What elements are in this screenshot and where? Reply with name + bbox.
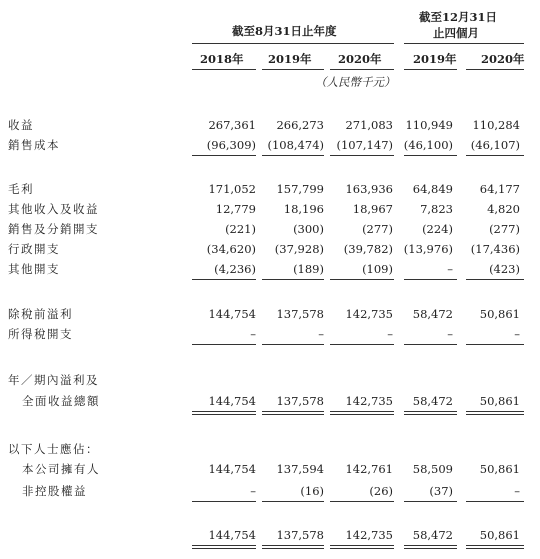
cell: 64,849 (412, 182, 453, 196)
cell: (26) (369, 484, 393, 498)
cell: (37) (429, 484, 453, 498)
year-rule-4 (404, 69, 457, 70)
cell: 50,861 (479, 394, 520, 408)
cell: 142,735 (345, 394, 393, 408)
rule (192, 155, 256, 156)
cell: (277) (489, 222, 520, 236)
rule (404, 501, 457, 502)
rule (192, 279, 256, 280)
cell: 64,177 (479, 182, 520, 196)
cell: (17,436) (470, 242, 520, 256)
row-label-gross-profit: 毛利 (8, 182, 34, 196)
rule (262, 548, 324, 549)
row-label-total-comprehensive-income: 全面收益總額 (22, 394, 100, 408)
total-cell: 58,472 (412, 528, 453, 542)
row-label-cost-of-sales: 銷售成本 (8, 138, 60, 152)
year-rule-1 (192, 69, 256, 70)
cell: (300) (293, 222, 324, 236)
cell: (39,782) (343, 242, 393, 256)
rule (192, 414, 256, 415)
cell: – (318, 327, 324, 341)
rule (466, 344, 524, 345)
cell: (37,928) (274, 242, 324, 256)
cell: 157,799 (276, 182, 324, 196)
cell: (221) (225, 222, 256, 236)
cell: – (514, 327, 520, 341)
row-label-income-tax: 所得稅開支 (8, 327, 73, 341)
year-header-3: 2020年 (338, 52, 382, 66)
rule (330, 411, 394, 412)
cell: 12,779 (215, 202, 256, 216)
total-cell: 142,735 (345, 528, 393, 542)
header-group-period-line2: 止四個月 (433, 26, 479, 40)
rule (192, 545, 256, 546)
rule (262, 155, 324, 156)
rule (192, 344, 256, 345)
rule (192, 548, 256, 549)
cell: 266,273 (276, 118, 324, 132)
row-label-selling-expenses: 銷售及分銷開支 (8, 222, 99, 236)
rule (262, 411, 324, 412)
row-label-non-controlling-interests: 非控股權益 (22, 484, 87, 498)
cell: 18,196 (283, 202, 324, 216)
cell: 267,361 (208, 118, 256, 132)
rule (466, 501, 524, 502)
rule (330, 545, 394, 546)
total-cell: 137,578 (276, 528, 324, 542)
total-cell: 50,861 (479, 528, 520, 542)
year-header-1: 2018年 (200, 52, 244, 66)
rule (262, 501, 324, 502)
rule (262, 545, 324, 546)
year-header-2: 2019年 (268, 52, 312, 66)
rule (404, 545, 457, 546)
cell: 58,509 (412, 462, 453, 476)
cell: (109) (362, 262, 393, 276)
cell: 7,823 (420, 202, 453, 216)
cell: 142,735 (345, 307, 393, 321)
cell: (108,474) (267, 138, 324, 152)
year-rule-3 (330, 69, 394, 70)
cell: 58,472 (412, 394, 453, 408)
cell: – (514, 484, 520, 498)
cell: 18,967 (352, 202, 393, 216)
cell: 163,936 (345, 182, 393, 196)
unit-label: （人民幣千元） (315, 75, 396, 89)
rule (330, 548, 394, 549)
cell: 4,820 (487, 202, 520, 216)
row-label-profit-before-tax: 除稅前溢利 (8, 307, 73, 321)
rule (330, 414, 394, 415)
cell: 171,052 (208, 182, 256, 196)
rule (466, 548, 524, 549)
cell: 137,594 (276, 462, 324, 476)
total-cell: 144,754 (208, 528, 256, 542)
cell: 271,083 (345, 118, 393, 132)
header-rule-fiscal (192, 43, 394, 44)
row-label-admin-expenses: 行政開支 (8, 242, 60, 256)
rule (404, 155, 457, 156)
row-label-profit-for-period: 年／期內溢利及 (8, 373, 99, 387)
row-label-other-income: 其他收入及收益 (8, 202, 99, 216)
cell: – (447, 262, 453, 276)
cell: (13,976) (403, 242, 453, 256)
cell: 137,578 (276, 307, 324, 321)
rule (404, 344, 457, 345)
rule (466, 411, 524, 412)
cell: – (387, 327, 393, 341)
rule (404, 411, 457, 412)
row-label-owners-of-company: 本公司擁有人 (22, 462, 100, 476)
cell: 142,761 (345, 462, 393, 476)
cell: (16) (300, 484, 324, 498)
header-rule-period (404, 43, 524, 44)
year-header-4: 2019年 (413, 52, 457, 66)
cell: 110,284 (472, 118, 520, 132)
rule (262, 414, 324, 415)
header-group-fiscal-year: 截至8月31日止年度 (232, 24, 337, 38)
rule (404, 548, 457, 549)
cell: – (250, 327, 256, 341)
rule (330, 155, 394, 156)
cell: (46,107) (470, 138, 520, 152)
year-header-5: 2020年 (481, 52, 525, 66)
cell: 50,861 (479, 307, 520, 321)
rule (466, 279, 524, 280)
rule (330, 279, 394, 280)
rule (466, 155, 524, 156)
row-label-revenue: 收益 (8, 118, 34, 132)
rule (466, 414, 524, 415)
year-rule-5 (466, 69, 524, 70)
cell: 144,754 (208, 394, 256, 408)
cell: (34,620) (206, 242, 256, 256)
cell: (96,309) (206, 138, 256, 152)
cell: (224) (422, 222, 453, 236)
row-label-attributable-to: 以下人士應佔： (8, 442, 99, 456)
cell: 144,754 (208, 307, 256, 321)
cell: – (447, 327, 453, 341)
rule (192, 501, 256, 502)
cell: – (250, 484, 256, 498)
cell: (423) (489, 262, 520, 276)
header-group-period-line1: 截至12月31日 (419, 10, 498, 24)
rule (330, 501, 394, 502)
cell: 144,754 (208, 462, 256, 476)
rule (466, 545, 524, 546)
cell: 50,861 (479, 462, 520, 476)
rule (262, 344, 324, 345)
cell: (277) (362, 222, 393, 236)
cell: (189) (293, 262, 324, 276)
rule (330, 344, 394, 345)
year-rule-2 (262, 69, 324, 70)
cell: (4,236) (214, 262, 256, 276)
cell: 110,949 (405, 118, 453, 132)
cell: 137,578 (276, 394, 324, 408)
rule (262, 279, 324, 280)
rule (404, 414, 457, 415)
row-label-other-expenses: 其他開支 (8, 262, 60, 276)
rule (404, 279, 457, 280)
cell: 58,472 (412, 307, 453, 321)
cell: (46,100) (403, 138, 453, 152)
cell: (107,147) (336, 138, 393, 152)
rule (192, 411, 256, 412)
